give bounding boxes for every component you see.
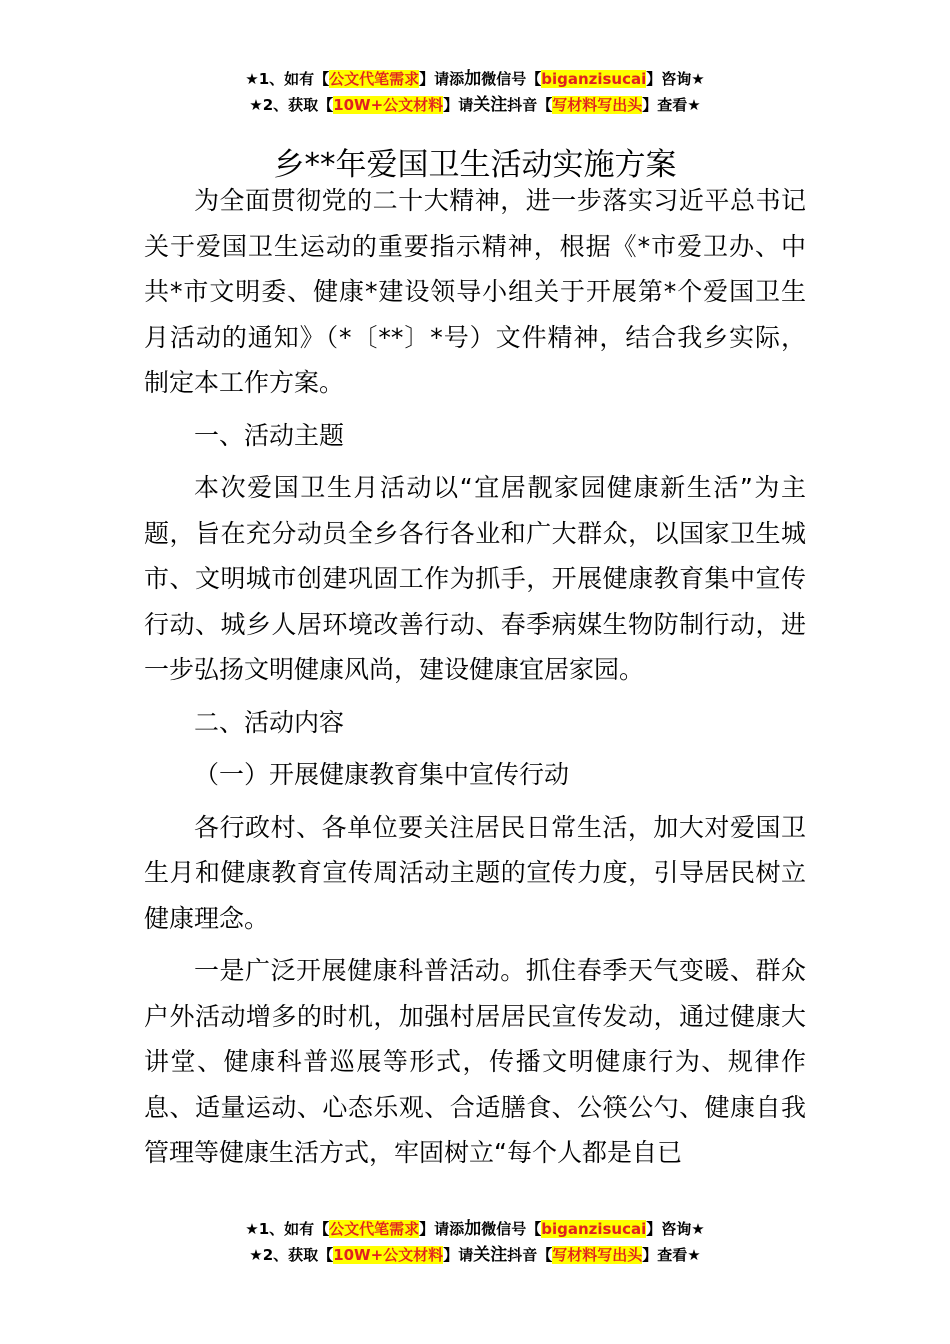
star-icon: ★ [691, 1220, 705, 1238]
promo-line-1: ★1、如有【公文代笔需求】请添加微信号【biganzisucai】咨询★ [245, 69, 705, 89]
star-icon: ★ [245, 1220, 259, 1238]
star-icon: ★ [245, 70, 259, 88]
section-heading-theme: 一、活动主题 [194, 420, 345, 450]
document-title: 乡**年爱国卫生活动实施方案 [273, 146, 677, 183]
education-paragraph: 各行政村、各单位要关注居民日常生活，加大对爱国卫生月和健康教育宣传周活动主题的宣传力度，引导居民树立健康理念。 [144, 812, 806, 933]
highlight-wechat-id: biganzisucai [541, 1220, 647, 1238]
promo-line-2: ★2、获取【10W+公文材料】请关注抖音【写材料写出头】查看★ [249, 1245, 701, 1265]
star-icon: ★ [249, 96, 263, 114]
highlight-service: 公文代笔需求 [329, 70, 420, 88]
subsection-heading-education: （一）开展健康教育集中宣传行动 [194, 760, 570, 789]
promo-line-1: ★1、如有【公文代笔需求】请添加微信号【biganzisucai】咨询★ [245, 1219, 705, 1239]
promo-banner-bottom [0, 1216, 950, 1268]
highlight-materials: 10W+公文材料 [333, 96, 444, 114]
star-icon: ★ [691, 70, 705, 88]
star-icon: ★ [687, 1246, 701, 1264]
section-heading-content: 二、活动内容 [194, 707, 345, 737]
promo-banner-top [0, 66, 950, 118]
intro-paragraph: 为全面贯彻党的二十大精神，进一步落实习近平总书记关于爱国卫生运动的重要指示精神，根据《*市爱卫办、中共*市文明委、健康*建设领导小组关于开展第*个爱国卫生月活动的通知》（*〔**〕*号）文件精神，结合我乡实际，制定本工作方案。 [144, 186, 806, 397]
theme-paragraph: 本次爱国卫生月活动以“宜居靓家园健康新生活”为主题，旨在充分动员全乡各行各业和广大群众，以国家卫生城市、文明城市创建巩固工作为抓手，开展健康教育集中宣传行动、城乡人居环境改善行动、春季病媒生物防制行动，进一步弘扬文明健康风尚，建设健康宜居家园。 [144, 473, 806, 684]
document-body [144, 178, 806, 1176]
highlight-materials: 10W+公文材料 [333, 1246, 444, 1264]
star-icon: ★ [687, 96, 701, 114]
promo-line-2: ★2、获取【10W+公文材料】请关注抖音【写材料写出头】查看★ [249, 95, 701, 115]
highlight-wechat-id: biganzisucai [541, 70, 647, 88]
star-icon: ★ [249, 1246, 263, 1264]
highlight-douyin: 写材料写出头 [552, 96, 643, 114]
item-one-paragraph: 一是广泛开展健康科普活动。抓住春季天气变暖、群众户外活动增多的时机，加强村居居民宣传发动，通过健康大讲堂、健康科普巡展等形式，传播文明健康行为、规律作息、适量运动、心态乐观、合适膳食、公筷公勺、健康自我管理等健康生活方式，牢固树立“每个人都是自已 [144, 956, 806, 1167]
highlight-douyin: 写材料写出头 [552, 1246, 643, 1264]
highlight-service: 公文代笔需求 [329, 1220, 420, 1238]
